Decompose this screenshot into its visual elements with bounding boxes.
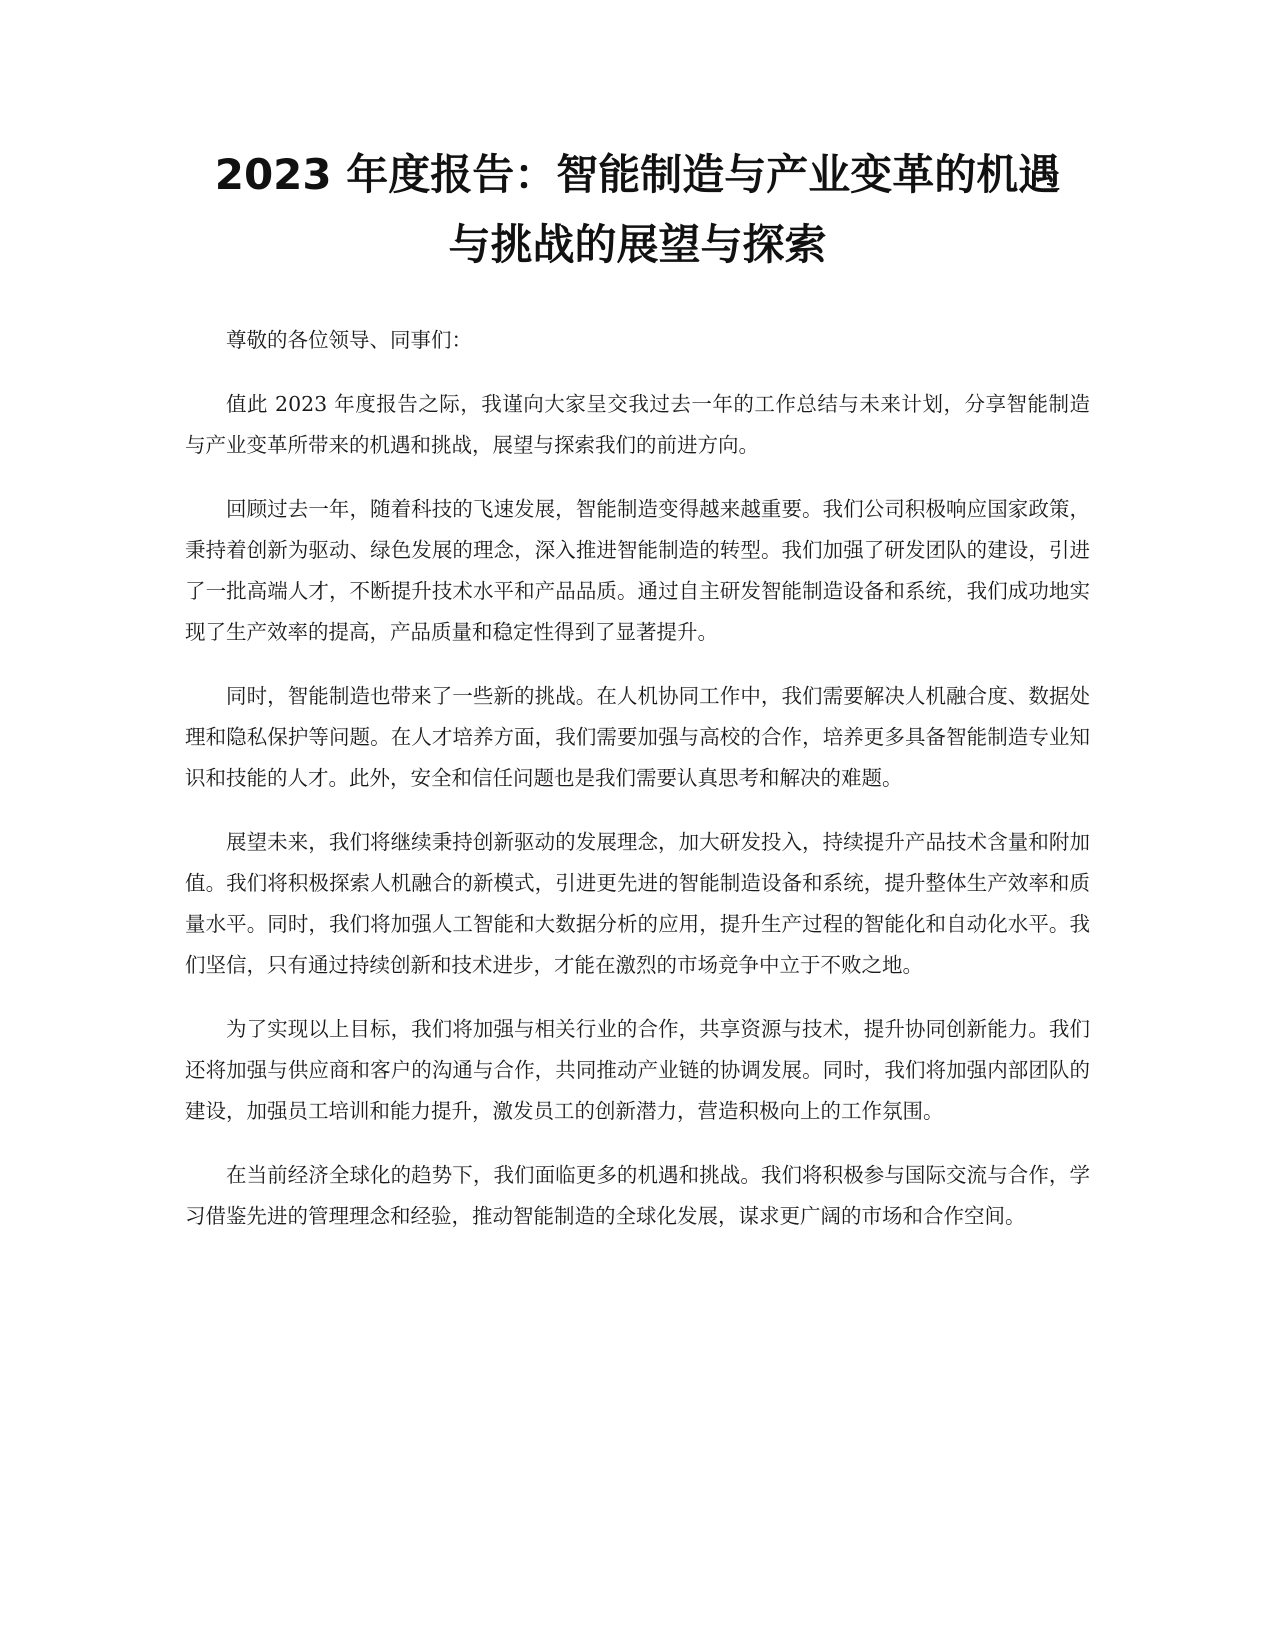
cooperation-paragraph: 为了实现以上目标，我们将加强与相关行业的合作，共享资源与技术，提升协同创新能力。我们还将加强与供应商和客户的沟通与合作，共同推动产业链的协调发展。同时，我们将加强内部团队的建设，加强员工培训和能力提升，激发员工的创新潜力，营造积极向上的工作氛围。 bbox=[185, 1017, 1090, 1123]
challenges-paragraph: 同时，智能制造也带来了一些新的挑战。在人机协同工作中，我们需要解决人机融合度、数据处理和隐私保护等问题。在人才培养方面，我们需要加强与高校的合作，培养更多具备智能制造专业知识和技能的人才。此外，安全和信任问题也是我们需要认真思考和解决的难题。 bbox=[185, 684, 1090, 790]
title-line-2: 与挑战的展望与探索 bbox=[448, 220, 827, 269]
review-paragraph: 回顾过去一年，随着科技的飞速发展，智能制造变得越来越重要。我们公司积极响应国家政策，秉持着创新为驱动、绿色发展的理念，深入推进智能制造的转型。我们加强了研发团队的建设，引进了一批高端人才，不断提升技术水平和产品品质。通过自主研发智能制造设备和系统，我们成功地实现了生产效率的提高，产品质量和稳定性得到了显著提升。 bbox=[185, 497, 1090, 644]
document-body bbox=[185, 320, 1090, 1237]
salutation-paragraph: 尊敬的各位领导、同事们： bbox=[226, 328, 472, 352]
document-page bbox=[185, 140, 1090, 1260]
intro-paragraph: 值此 2023 年度报告之际，我谨向大家呈交我过去一年的工作总结与未来计划，分享智能制造与产业变革所带来的机遇和挑战，展望与探索我们的前进方向。 bbox=[185, 392, 1090, 457]
title-line-1: 2023 年度报告：智能制造与产业变革的机遇 bbox=[214, 150, 1061, 199]
document-title bbox=[185, 140, 1090, 280]
outlook-paragraph: 展望未来，我们将继续秉持创新驱动的发展理念，加大研发投入，持续提升产品技术含量和附加值。我们将积极探索人机融合的新模式，引进更先进的智能制造设备和系统，提升整体生产效率和质量水平。同时，我们将加强人工智能和大数据分析的应用，提升生产过程的智能化和自动化水平。我们坚信，只有通过持续创新和技术进步，才能在激烈的市场竞争中立于不败之地。 bbox=[185, 830, 1090, 977]
globalization-paragraph: 在当前经济全球化的趋势下，我们面临更多的机遇和挑战。我们将积极参与国际交流与合作，学习借鉴先进的管理理念和经验，推动智能制造的全球化发展，谋求更广阔的市场和合作空间。 bbox=[185, 1163, 1090, 1228]
